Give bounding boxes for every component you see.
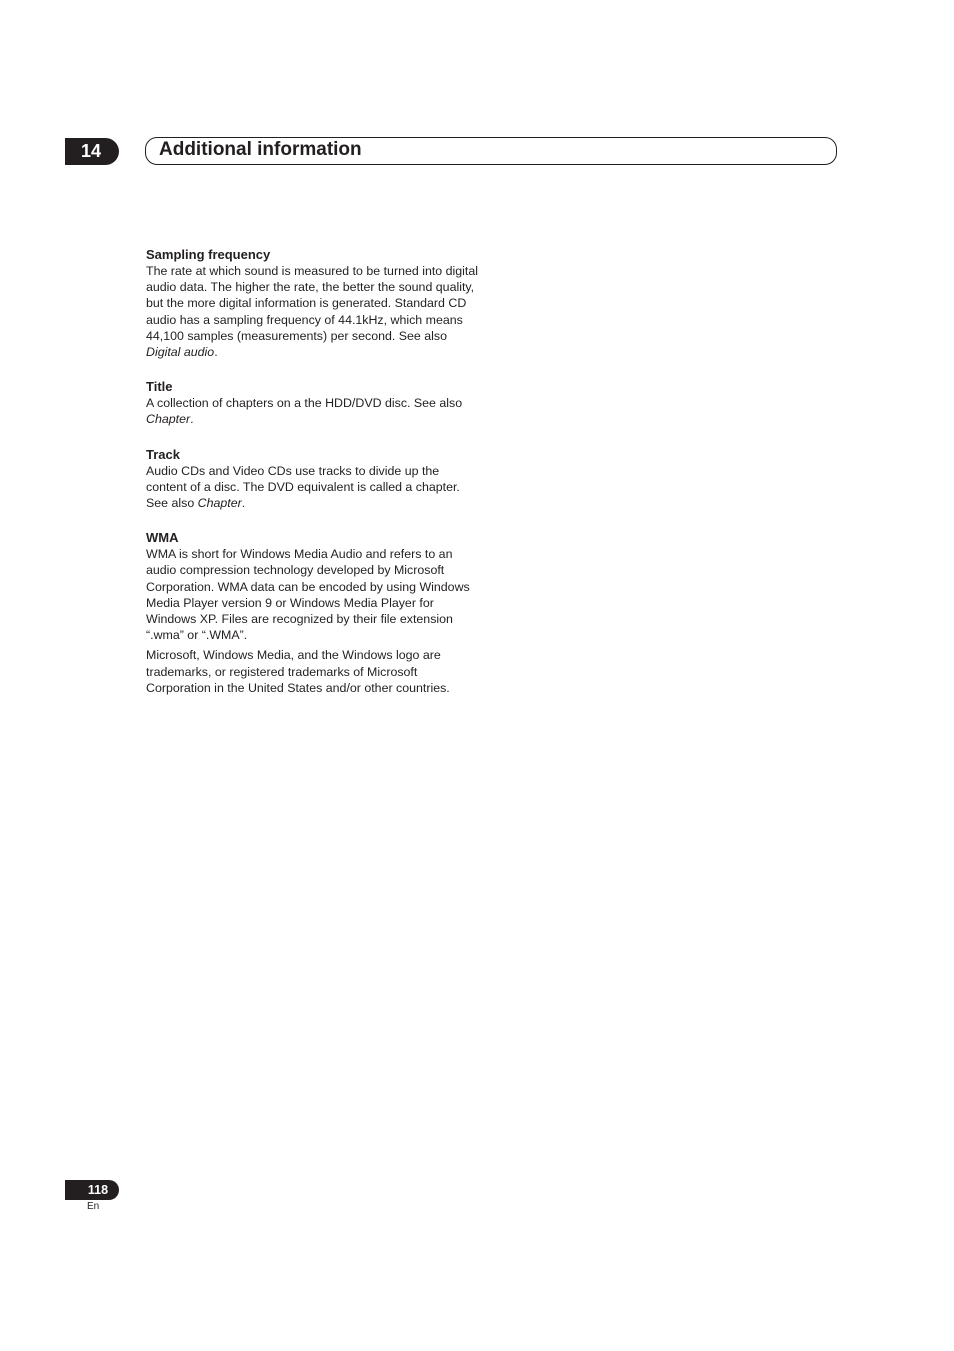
glossary-definition: A collection of chapters on a the HDD/DVD disc. See also Chapter. xyxy=(146,396,463,427)
page-number-tab: 118 xyxy=(65,1180,119,1200)
glossary-definition: Audio CDs and Video CDs use tracks to divide up the content of a disc. The DVD equivalent is called a chapter. See also Chapter. xyxy=(146,463,460,511)
glossary-entry-sampling-frequency xyxy=(146,246,482,360)
page-title: Additional information xyxy=(159,139,362,160)
trademark-notice: Microsoft, Windows Media, and the Windows logo are trademarks, or registered trademarks of Microsoft Corporation in the United States and/or other countries. xyxy=(146,648,450,695)
glossary-column xyxy=(146,246,482,714)
glossary-definition: The rate at which sound is measured to be turned into digital audio data. The higher the rate, the better the sound quality, but the more digital information is generated. Standard CD audio has a sampling frequency of 44.1kHz, which means 44,100 samples (measurements) per second. See also Digital audio. xyxy=(146,264,478,360)
page-language-code: En xyxy=(87,1201,100,1212)
glossary-definition: WMA is short for Windows Media Audio and refers to an audio compression technology developed by Microsoft Corporation. WMA data can be encoded by using Windows Media Player version 9 or Windows Media Player for Windows XP. Files are recognized by their file extension “.wma” or “.WMA”. xyxy=(146,547,470,643)
cross-reference: Chapter xyxy=(146,412,191,427)
glossary-term: Title xyxy=(146,379,173,395)
glossary-entry-title xyxy=(146,378,482,427)
glossary-term: WMA xyxy=(146,530,179,546)
cross-reference: Digital audio xyxy=(146,345,215,360)
chapter-header xyxy=(145,137,837,165)
chapter-number-tab: 14 xyxy=(65,138,119,165)
cross-reference: Chapter xyxy=(197,496,242,511)
glossary-term: Track xyxy=(146,446,180,462)
glossary-entry-wma xyxy=(146,529,482,696)
glossary-entry-track xyxy=(146,446,482,512)
glossary-term: Sampling frequency xyxy=(146,247,271,262)
